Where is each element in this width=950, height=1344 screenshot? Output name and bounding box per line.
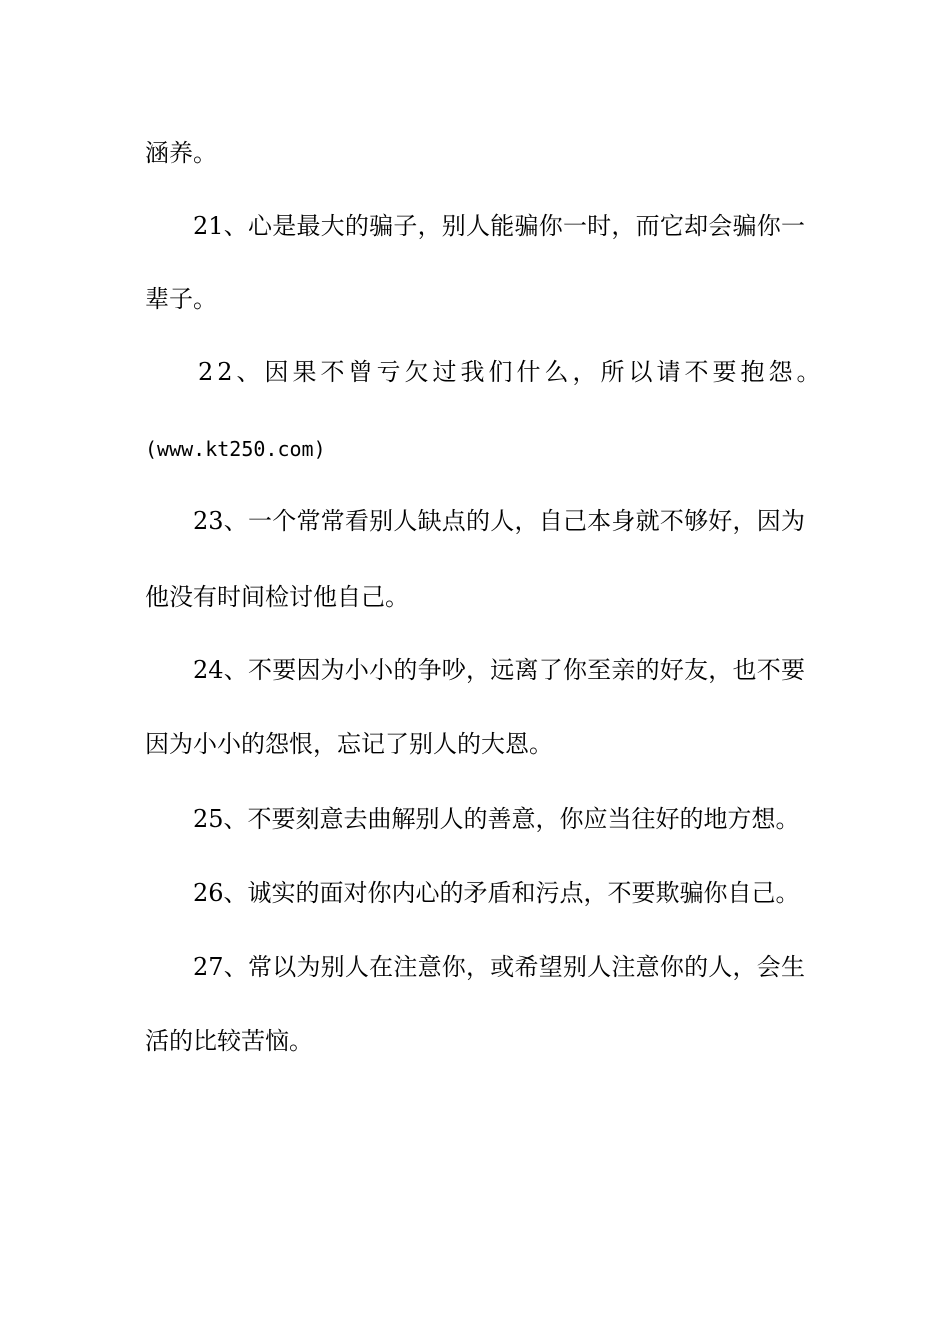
quote-27-line-1: 27、常以为别人在注意你，或希望别人注意你的人，会生	[193, 953, 805, 981]
quote-27-line-2: 活的比较苦恼。	[145, 1027, 313, 1055]
quote-23-line-1: 23、一个常常看别人缺点的人，自己本身就不够好，因为	[193, 507, 805, 535]
quote-24-line-1: 24、不要因为小小的争吵，远离了你至亲的好友，也不要	[193, 656, 805, 684]
quote-22-source-link: (www.kt250.com)	[145, 437, 326, 461]
quote-25-line-1: 25、不要刻意去曲解别人的善意，你应当往好的地方想。	[193, 805, 800, 833]
quote-23-line-2: 他没有时间检讨他自己。	[145, 583, 409, 611]
quote-24-line-2: 因为小小的怨恨，忘记了别人的大恩。	[145, 730, 553, 758]
quote-21-line-1: 21、心是最大的骗子，别人能骗你一时，而它却会骗你一	[193, 212, 805, 240]
text-line-continuation: 涵养。	[145, 139, 217, 167]
quote-26-line-1: 26、诚实的面对你内心的矛盾和污点，不要欺骗你自己。	[193, 879, 800, 907]
quote-21-line-2: 辈子。	[145, 285, 217, 313]
quote-22-line-1: 22、因果不曾亏欠过我们什么，所以请不要抱怨。	[198, 358, 825, 386]
